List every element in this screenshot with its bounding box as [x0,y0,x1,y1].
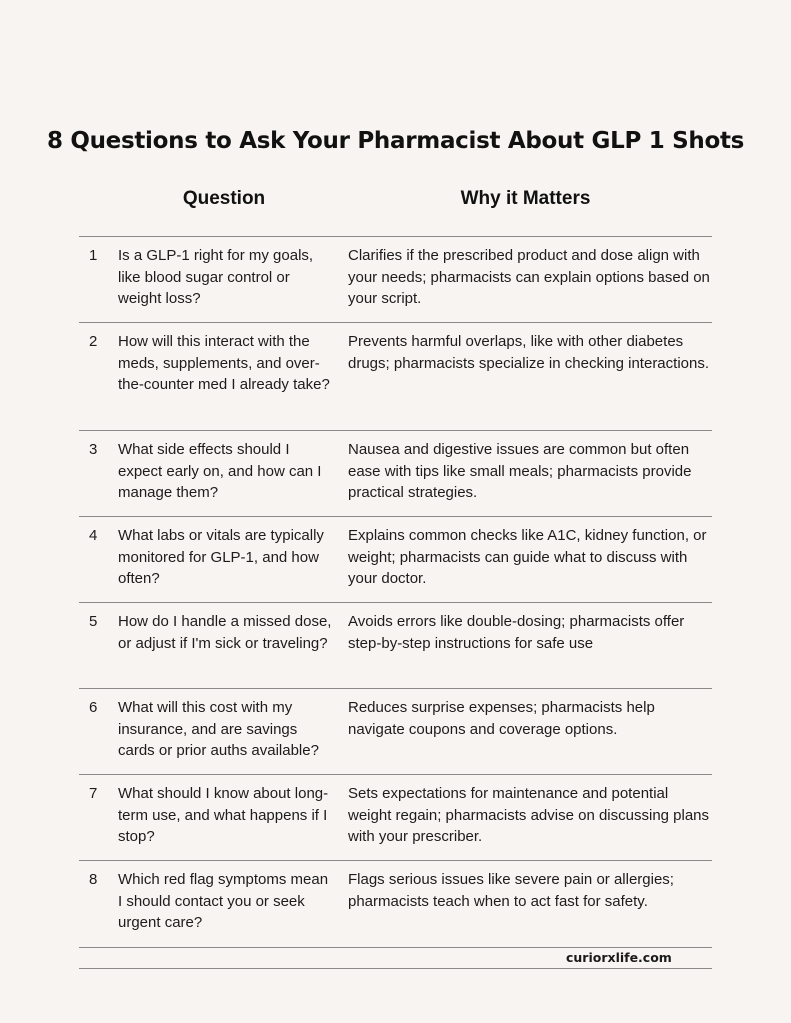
page-title: 8 Questions to Ask Your Pharmacist About GLP 1 Shots [46,128,745,154]
table-row [79,431,712,517]
table-row [79,689,712,775]
table-row [79,775,712,861]
table-row [79,603,712,689]
question-text: How do I handle a missed dose, or adjust if I'm sick or traveling? [118,613,332,652]
table-row [79,323,712,431]
row-number: 8 [89,871,98,888]
row-number: 1 [89,247,98,264]
table-row [79,861,712,948]
column-header-why-it-matters: Why it Matters [460,188,591,209]
table-row [79,517,712,603]
question-text: How will this interact with the meds, supplements, and over-the-counter med I already take? [118,333,330,393]
column-header-question: Question [182,188,266,209]
why-it-matters-text: Reduces surprise expenses; pharmacists help navigate coupons and coverage options. [348,699,655,738]
why-it-matters-text: Prevents harmful overlaps, like with other diabetes drugs; pharmacists specialize in checking interactions. [348,333,710,372]
why-it-matters-text: Explains common checks like A1C, kidney function, or weight; pharmacists can guide what to discuss with your doctor. [348,527,707,587]
row-number: 6 [89,699,98,716]
question-text: What should I know about long-term use, and what happens if I stop? [118,785,329,845]
why-it-matters-text: Flags serious issues like severe pain or allergies; pharmacists teach when to act fast for safety. [348,871,674,910]
why-it-matters-text: Clarifies if the prescribed product and dose align with your needs; pharmacists can explain options based on your script. [348,247,710,307]
row-number: 4 [89,527,98,544]
why-it-matters-text: Avoids errors like double-dosing; pharmacists offer step-by-step instructions for safe use [348,613,685,652]
footer-website: curiorxlife.com [566,950,672,965]
row-number: 2 [89,333,98,350]
question-text: Which red flag symptoms mean I should contact you or seek urgent care? [118,871,329,931]
row-number: 5 [89,613,98,630]
why-it-matters-text: Nausea and digestive issues are common but often ease with tips like small meals; pharmacists provide practical strategies. [348,441,692,501]
question-text: What labs or vitals are typically monitored for GLP-1, and how often? [118,527,324,587]
question-text: What will this cost with my insurance, and are savings cards or prior auths available? [118,699,319,759]
question-text: Is a GLP-1 right for my goals, like blood sugar control or weight loss? [118,247,314,307]
row-number: 3 [89,441,98,458]
why-it-matters-text: Sets expectations for maintenance and potential weight regain; pharmacists advise on discussing plans with your prescriber. [348,785,710,845]
question-text: What side effects should I expect early on, and how can I manage them? [118,441,322,501]
footer-divider [79,968,712,969]
row-number: 7 [89,785,98,802]
table-row [79,237,712,323]
questions-table [79,236,712,948]
